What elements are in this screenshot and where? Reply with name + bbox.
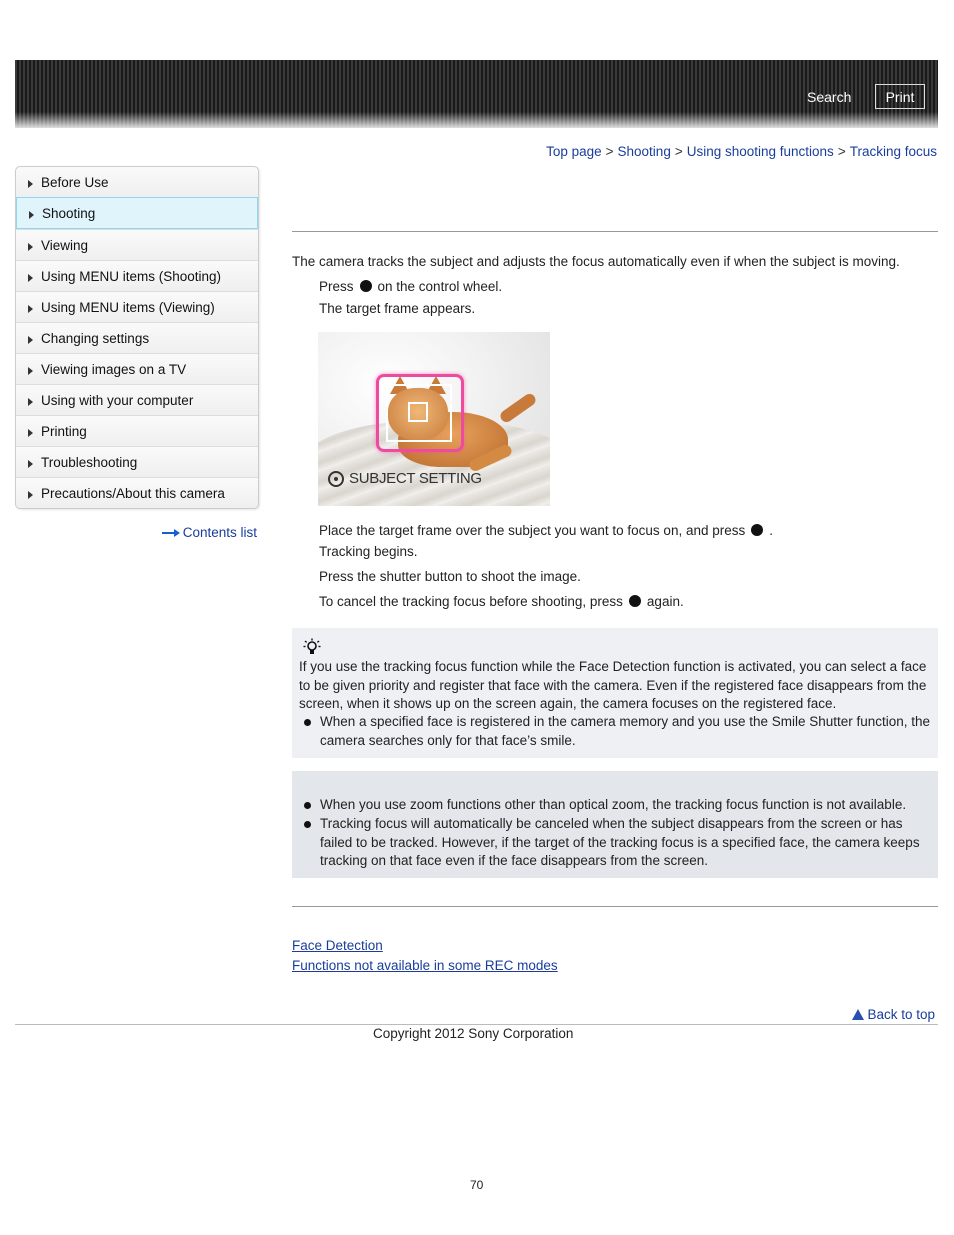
contents-list-label: Contents list [182, 525, 257, 540]
back-to-top-label: Back to top [867, 1007, 935, 1022]
related-link-face-detection[interactable]: Face Detection [292, 938, 383, 953]
breadcrumb [546, 144, 937, 159]
back-to-top-link[interactable] [852, 1007, 935, 1022]
caret-right-icon [28, 460, 33, 468]
caret-right-icon [28, 305, 33, 313]
cancel-instruction [319, 594, 684, 609]
hint-text: If you use the tracking focus function while the Face Detection function is activated, you can select a face to be given priority and register that face with the camera. Even if the registered face disappears from the screen, when it shows up on the screen again, the camera focuses on the registered face. [299, 659, 927, 711]
contents-list-link[interactable] [162, 525, 257, 540]
caret-right-icon [28, 367, 33, 375]
sidebar-item-changing-settings[interactable] [16, 322, 258, 353]
sidebar-item-using-computer[interactable] [16, 384, 258, 415]
sidebar-item-shooting[interactable] [16, 197, 258, 229]
step-2-result: Tracking begins. [319, 544, 418, 559]
sidebar-item-viewing-on-tv[interactable] [16, 353, 258, 384]
step-1 [319, 279, 502, 294]
step-1-text-end: on the control wheel. [377, 279, 503, 294]
caret-right-icon [28, 274, 33, 282]
arrow-right-icon [162, 529, 180, 537]
sidebar-nav [15, 166, 259, 509]
caret-right-icon [28, 243, 33, 251]
print-button[interactable]: Print [875, 84, 925, 109]
camera-screen-image [318, 332, 550, 506]
breadcrumb-using-shooting-functions[interactable]: Using shooting functions [686, 144, 834, 159]
breadcrumb-separator: > [837, 144, 846, 159]
cancel-text-end: again. [646, 594, 684, 609]
sidebar-item-label: Using MENU items (Shooting) [41, 268, 222, 284]
center-button-icon [360, 280, 372, 292]
caret-right-icon [28, 180, 33, 188]
divider [292, 231, 938, 232]
intro-text: The camera tracks the subject and adjusts the focus automatically even if when the subject is moving. [292, 254, 900, 269]
caret-right-icon [28, 491, 33, 499]
divider [292, 906, 938, 907]
center-button-icon [629, 595, 641, 607]
sidebar-item-label: Precautions/About this camera [41, 485, 225, 501]
sidebar-item-label: Using with your computer [41, 392, 194, 408]
hint-bullet: When a specified face is registered in the camera memory and you use the Smile Shutter function, the camera searches only for that face’s smile. [320, 713, 932, 750]
step-2-text-end: . [769, 523, 774, 538]
breadcrumb-separator: > [605, 144, 614, 159]
center-button-icon [751, 524, 763, 536]
breadcrumb-shooting[interactable]: Shooting [617, 144, 671, 159]
cat-tail-shape [498, 392, 538, 425]
page-number: 70 [470, 1178, 484, 1192]
caret-right-icon [29, 211, 34, 219]
search-link[interactable]: Search [807, 89, 852, 105]
sidebar-item-troubleshooting[interactable] [16, 446, 258, 477]
copyright-text: Copyright 2012 Sony Corporation [373, 1026, 574, 1041]
lightbulb-icon [303, 638, 321, 656]
step-2 [319, 523, 773, 538]
sidebar-item-label: Changing settings [41, 330, 150, 346]
step-1-result: The target frame appears. [319, 301, 476, 316]
sidebar-item-label: Viewing [41, 237, 89, 253]
cancel-text: To cancel the tracking focus before shooting, press [319, 594, 623, 609]
sidebar-item-label: Troubleshooting [41, 454, 138, 470]
footer-divider [15, 1024, 938, 1025]
header-bar [15, 60, 938, 128]
subject-setting-label [328, 470, 482, 487]
target-frame-center [408, 402, 428, 422]
note-bullet: When you use zoom functions other than optical zoom, the tracking focus function is not available. [320, 796, 932, 815]
control-wheel-icon [328, 471, 344, 487]
sidebar-item-label: Viewing images on a TV [41, 361, 187, 377]
caret-right-icon [28, 429, 33, 437]
sidebar-item-label: Before Use [41, 174, 109, 190]
sidebar-item-viewing[interactable] [16, 229, 258, 260]
step-2-text: Place the target frame over the subject you want to focus on, and press [319, 523, 746, 538]
caret-right-icon [28, 398, 33, 406]
breadcrumb-separator: > [674, 144, 683, 159]
sidebar-item-label: Shooting [42, 205, 96, 221]
caret-right-icon [28, 336, 33, 344]
note-bullet: Tracking focus will automatically be canceled when the subject disappears from the screen or has failed to be tracked. However, if the target of the tracking focus is a specified face, the camera keeps tracking on that face even if the face disappears from the screen. [320, 815, 932, 871]
related-link-functions-not-available[interactable]: Functions not available in some REC modes [292, 958, 558, 973]
subject-setting-text: SUBJECT SETTING [349, 470, 482, 487]
sidebar-item-menu-viewing[interactable] [16, 291, 258, 322]
step-3: Press the shutter button to shoot the image. [319, 569, 581, 584]
step-1-text: Press [319, 279, 354, 294]
breadcrumb-top-page[interactable]: Top page [546, 144, 602, 159]
breadcrumb-tracking-focus[interactable]: Tracking focus [849, 144, 937, 159]
sidebar-item-printing[interactable] [16, 415, 258, 446]
arrow-up-icon [852, 1009, 864, 1020]
sidebar-item-precautions[interactable] [16, 477, 258, 508]
sidebar-item-label: Using MENU items (Viewing) [41, 299, 215, 315]
sidebar-item-before-use[interactable] [16, 167, 258, 197]
sidebar-item-label: Printing [41, 423, 87, 439]
sidebar-item-menu-shooting[interactable] [16, 260, 258, 291]
